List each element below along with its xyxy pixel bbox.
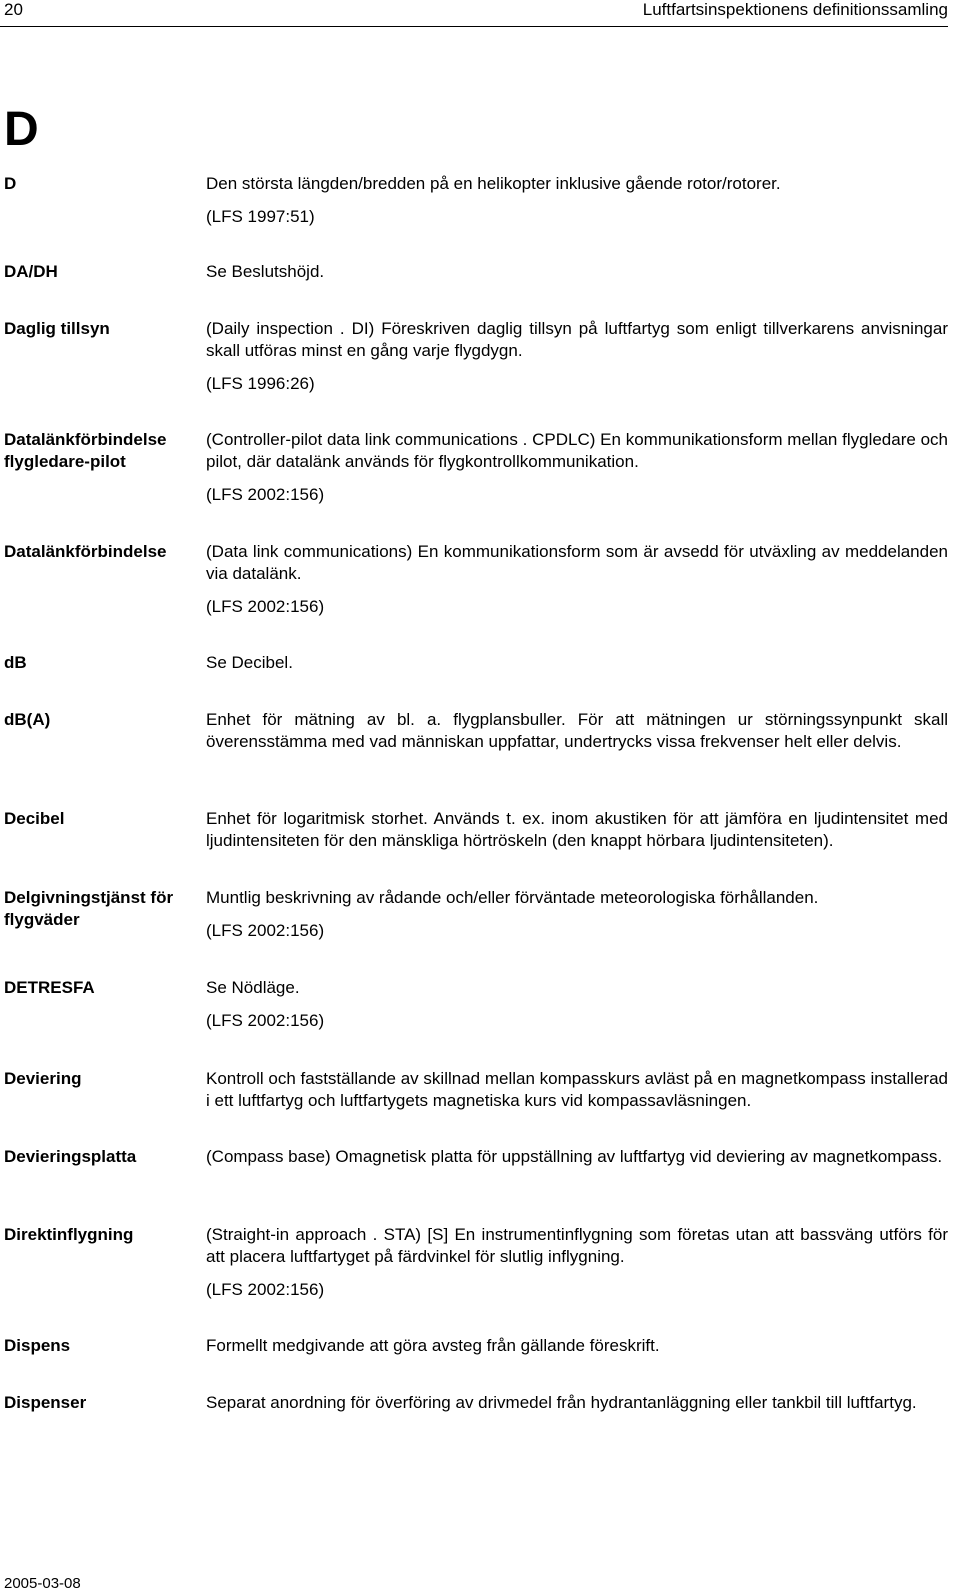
entry-definition: Muntlig beskrivning av rådande och/eller förväntade meteorologiska förhållanden.: [206, 888, 819, 907]
entry-definition-block: [206, 541, 948, 618]
entry-reference: (LFS 2002:156): [206, 1280, 325, 1299]
entry-term: Datalänkförbindelse: [4, 542, 167, 561]
page-header: [0, 0, 948, 27]
entry-definition: Enhet för logaritmisk storhet. Används t. ex. inom akustiken för att jämföra en ljudintensitet med ljudintensiteten för den mänskliga hörtröskeln (den knappt hörbara ljudintensiteten).: [206, 809, 948, 850]
entry-reference: (LFS 2002:156): [206, 485, 325, 504]
entry-definition-block: [206, 1392, 948, 1414]
entry-definition-block: [206, 1068, 948, 1112]
entry-definition: Enhet för mätning av bl. a. flygplansbuller. För att mätningen ur störningssynpunkt skall överensstämma med vad människan uppfattar, undertrycks vissa frekvenser helt eller delvis.: [206, 710, 948, 751]
entry-term: Devieringsplatta: [4, 1147, 137, 1166]
entry-term: Direktinflygning: [4, 1225, 134, 1244]
document-title: Luftfartsinspektionens definitionssamling: [642, 0, 948, 19]
entry-definition-block: [206, 977, 948, 1032]
entry-definition: Se Beslutshöjd.: [206, 262, 325, 281]
entry-definition-block: [206, 887, 948, 942]
entry-term: Dispenser: [4, 1393, 87, 1412]
entry-term: Deviering: [4, 1069, 82, 1088]
entry-reference: (LFS 2002:156): [206, 1011, 325, 1030]
entry-reference: (LFS 1997:51): [206, 207, 315, 226]
entry-term: dB: [4, 653, 27, 672]
entry-term: Delgivningstjänst för flygväder: [4, 888, 174, 929]
page-number: 20: [4, 0, 23, 19]
entry-term: DETRESFA: [4, 978, 95, 997]
entry-definition-block: [206, 1224, 948, 1301]
entry-term: Decibel: [4, 809, 65, 828]
entry-definition: (Controller-pilot data link communications . CPDLC) En kommunikationsform mellan flygledare och pilot, där datalänk används för flygkontrollkommunikation.: [206, 430, 948, 471]
entry-definition: Se Decibel.: [206, 653, 293, 672]
section-letter: D: [4, 103, 39, 156]
entry-reference: (LFS 2002:156): [206, 921, 325, 940]
entry-definition: Kontroll och fastställande av skillnad mellan kompasskurs avläst på en magnetkompass installerad i ett luftfartyg och luftfartygets magnetiska kurs vid kompassavläsningen.: [206, 1069, 948, 1110]
entry-definition-block: [206, 173, 948, 228]
entry-term: dB(A): [4, 710, 51, 729]
entry-definition-block: [206, 709, 948, 753]
entry-definition: (Daily inspection . DI) Föreskriven daglig tillsyn på luftfartyg som enligt tillverkarens anvisningar skall utföras minst en gång varje flygdygn.: [206, 319, 948, 360]
entry-definition-block: [206, 261, 948, 283]
entry-definition: (Compass base) Omagnetisk platta för uppställning av luftfartyg vid deviering av magnetkompass.: [206, 1147, 943, 1166]
entry-definition: Separat anordning för överföring av drivmedel från hydrantanläggning eller tankbil till luftfartyg.: [206, 1393, 917, 1412]
entry-definition-block: [206, 429, 948, 506]
entry-definition: (Straight-in approach . STA) [S] En instrumentinflygning som företas utan att bassväng utförs för att placera luftfartyget på färdvinkel för slutlig inflygning.: [206, 1225, 948, 1266]
entry-term: Dispens: [4, 1336, 71, 1355]
entry-definition: Formellt medgivande att göra avsteg från gällande föreskrift.: [206, 1336, 660, 1355]
entry-definition: (Data link communications) En kommunikationsform som är avsedd för utväxling av meddelanden via datalänk.: [206, 542, 948, 583]
entry-definition-block: [206, 1335, 948, 1357]
entry-definition: Den största längden/bredden på en helikopter inklusive gående rotor/rotorer.: [206, 174, 781, 193]
entry-reference: (LFS 1996:26): [206, 374, 315, 393]
entry-definition-block: [206, 318, 948, 395]
entry-reference: (LFS 2002:156): [206, 597, 325, 616]
entry-term: DA/DH: [4, 262, 58, 281]
footer-date: 2005-03-08: [4, 1575, 81, 1592]
entry-definition-block: [206, 652, 948, 674]
entry-definition: Se Nödläge.: [206, 978, 300, 997]
entry-term: Datalänkförbindelse flygledare-pilot: [4, 430, 167, 471]
entry-term: D: [4, 174, 17, 193]
entry-term: Daglig tillsyn: [4, 319, 110, 338]
entry-definition-block: [206, 808, 948, 852]
entry-definition-block: [206, 1146, 948, 1168]
